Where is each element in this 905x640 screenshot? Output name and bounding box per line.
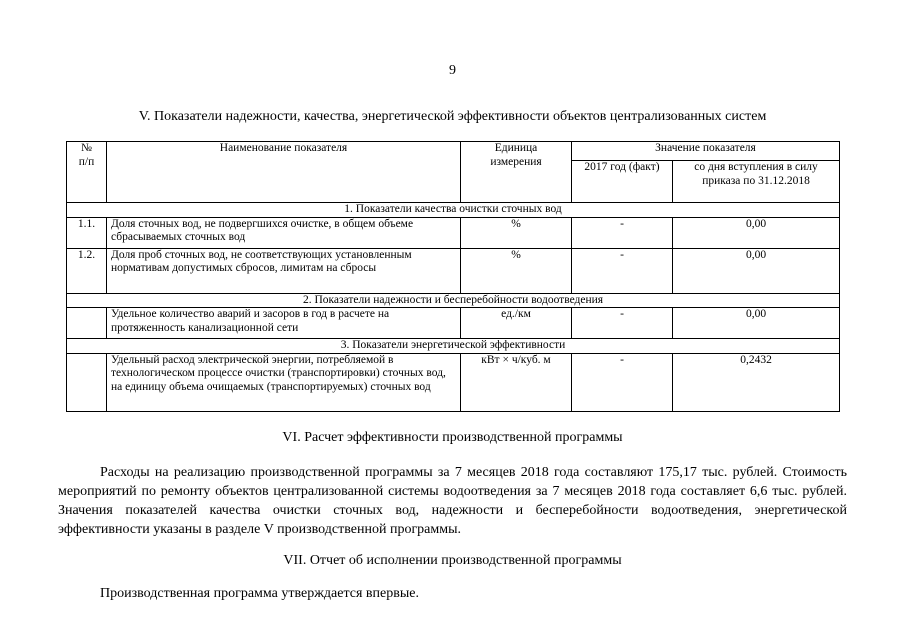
group-title: 1. Показатели качества очистки сточных вод (67, 203, 840, 218)
table-row (67, 353, 840, 411)
row-name: Доля сточных вод, не подвергшихся очистке, в общем объеме сбрасываемых сточных вод (107, 217, 461, 248)
group-title: 3. Показатели энергетической эффективности (67, 339, 840, 354)
header-num (67, 142, 107, 203)
row-value: 0,00 (673, 248, 840, 293)
group-title-row (67, 293, 840, 308)
row-num: 1.2. (67, 248, 107, 293)
row-value: 0,2432 (673, 353, 840, 411)
table-row (67, 217, 840, 248)
group-title: 2. Показатели надежности и бесперебойности водоотведения (67, 293, 840, 308)
header-unit (461, 142, 572, 203)
indicators-table (66, 141, 840, 412)
header-unit-line2: измерения (490, 155, 542, 168)
table-row (67, 248, 840, 293)
row-num (67, 353, 107, 411)
row-num: 1.1. (67, 217, 107, 248)
row-unit: кВт × ч/куб. м (461, 353, 572, 411)
row-fact-2017: - (572, 308, 673, 339)
table-row (67, 308, 840, 339)
row-unit: ед./км (461, 308, 572, 339)
header-name: Наименование показателя (107, 142, 461, 203)
row-fact-2017: - (572, 353, 673, 411)
table-header-row (67, 142, 840, 161)
row-unit: % (461, 217, 572, 248)
row-value: 0,00 (673, 217, 840, 248)
row-value: 0,00 (673, 308, 840, 339)
row-fact-2017: - (572, 248, 673, 293)
section-vii-paragraph: Производственная программа утверждается впервые. (100, 586, 419, 601)
header-num-line1: № (81, 142, 92, 154)
page-number: 9 (449, 63, 456, 78)
header-unit-line1: Единица (494, 142, 538, 154)
row-num (67, 308, 107, 339)
header-num-line2: п/п (78, 155, 95, 168)
section-vi-paragraph: Расходы на реализацию производственной программы за 7 месяцев 2018 года составляют 175,17 тыс. рублей. Стоимость мероприятий по ремонту объектов централизованной системы водоотведения за 7 месяцев 2018 года составляет 6,6 тыс. рублей. Значения показателей качества очистки сточных вод, надежности и бесперебойности водоотведения, энергетической эффективности указаны в разделе V производственной программы. (58, 465, 847, 537)
header-order-period: со дня вступления в силу приказа по 31.12.2018 (673, 161, 840, 203)
row-unit: % (461, 248, 572, 293)
section-vi-title: VI. Расчет эффективности производственной программы (282, 430, 623, 445)
header-2017-fact: 2017 год (факт) (572, 161, 673, 203)
row-fact-2017: - (572, 217, 673, 248)
row-name: Удельное количество аварий и засоров в год в расчете на протяженность канализационной сети (107, 308, 461, 339)
row-name: Доля проб сточных вод, не соответствующих установленным нормативам допустимых сбросов, лимитам на сбросы (107, 248, 461, 293)
row-name: Удельный расход электрической энергии, потребляемой в технологическом процессе очистки (транспортировки) сточных вод, на единицу объема очищаемых (транспортируемых) сточных вод (107, 353, 461, 411)
group-title-row (67, 339, 840, 354)
group-title-row (67, 203, 840, 218)
header-value-group: Значение показателя (572, 142, 840, 161)
section-v-title: V. Показатели надежности, качества, энергетической эффективности объектов централизованных систем (138, 109, 767, 124)
section-vii-title: VII. Отчет об исполнении производственной программы (283, 553, 622, 568)
